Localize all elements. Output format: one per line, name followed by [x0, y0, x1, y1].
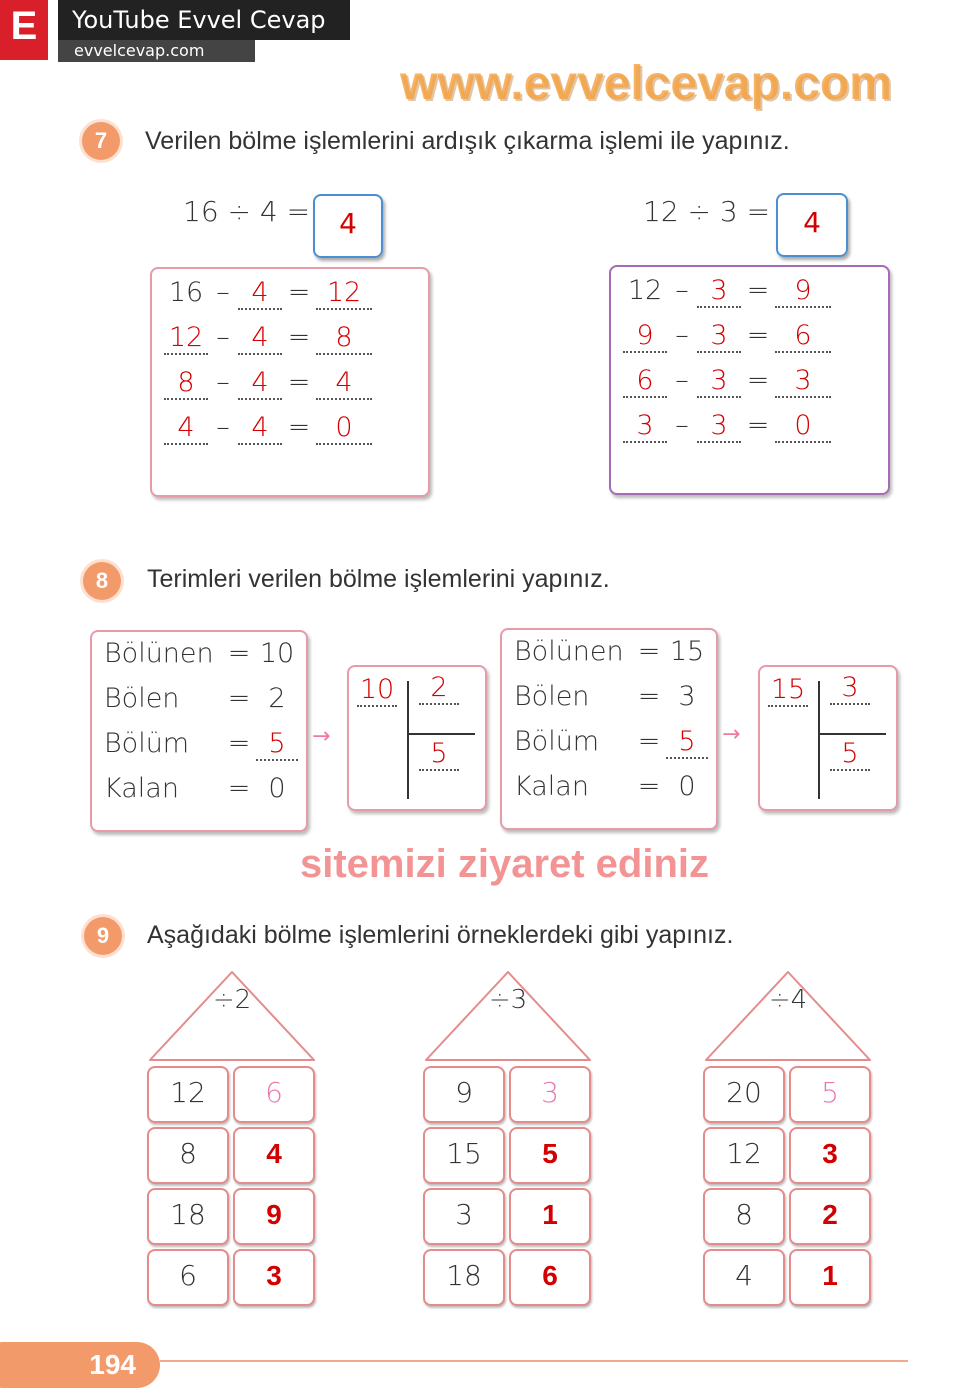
term-label: Kalan	[514, 771, 589, 802]
equals-sign: =	[287, 412, 311, 443]
term-value: 5	[666, 727, 708, 759]
equals-sign: =	[746, 320, 770, 351]
equals-sign: =	[227, 773, 251, 804]
difference: 0	[316, 413, 372, 445]
division-operator: ÷2	[212, 985, 252, 1015]
equals-sign: =	[227, 638, 251, 669]
equals-sign: =	[637, 681, 661, 712]
minus-sign: –	[216, 322, 230, 353]
minuend: 8	[164, 368, 208, 400]
quotient-value: 5	[830, 739, 870, 771]
term-row-remainder	[514, 771, 708, 802]
question-number-8: 8	[83, 562, 121, 600]
divisor-value: 2	[419, 673, 459, 705]
house-cell-result: 3	[509, 1066, 591, 1123]
difference: 3	[775, 366, 831, 398]
minus-sign: –	[675, 365, 689, 396]
house-cell-number: 9	[423, 1066, 505, 1123]
house-cell-result: 1	[789, 1249, 871, 1306]
term-label: Bölünen	[104, 638, 214, 669]
term-row-remainder	[104, 773, 298, 804]
equals-sign: =	[637, 726, 661, 757]
subtraction-row	[164, 412, 372, 445]
difference: 12	[316, 278, 372, 310]
equals-sign: =	[746, 275, 770, 306]
house-cell-result: 5	[789, 1066, 871, 1123]
difference: 8	[316, 323, 372, 355]
page-number: 194	[0, 1342, 160, 1388]
house-cell-number: 3	[423, 1188, 505, 1245]
subtraction-row	[623, 275, 831, 308]
divisor-value: 3	[830, 673, 870, 705]
subtrahend: 3	[697, 411, 741, 443]
term-label: Bölen	[104, 683, 180, 714]
house-cell-result: 9	[233, 1188, 315, 1245]
logo-site: evvelcevap.com	[58, 40, 255, 62]
minus-sign: –	[675, 410, 689, 441]
logo-e-icon: E	[0, 0, 48, 60]
minuend: 12	[164, 323, 208, 355]
house-cell-result: 3	[789, 1127, 871, 1184]
house-cell-number: 12	[703, 1127, 785, 1184]
equals-sign: =	[227, 728, 251, 759]
q7-left-subtraction-card	[150, 267, 430, 497]
house-cell-number: 6	[147, 1249, 229, 1306]
term-row-dividend	[104, 638, 298, 669]
term-value: 15	[669, 636, 705, 667]
house-cell-result: 2	[789, 1188, 871, 1245]
equals-sign: =	[746, 365, 770, 396]
equals-sign: =	[287, 367, 311, 398]
equals-sign: =	[227, 683, 251, 714]
house-cell-result: 6	[509, 1249, 591, 1306]
subtrahend: 4	[238, 368, 282, 400]
subtraction-row	[623, 410, 831, 443]
watermark-main: www.evvelcevap.com	[400, 57, 892, 110]
long-division-box	[758, 665, 898, 811]
subtraction-row	[623, 320, 831, 353]
minuend: 9	[623, 321, 667, 353]
term-row-quotient	[104, 728, 298, 761]
terms-card	[500, 628, 718, 830]
house-cell-number: 8	[147, 1127, 229, 1184]
dividend-value: 15	[768, 675, 808, 707]
term-value: 10	[259, 638, 295, 669]
division-vertical-line	[818, 681, 820, 799]
house-cell-result: 1	[509, 1188, 591, 1245]
quotient-value: 5	[419, 739, 459, 771]
term-label: Bölünen	[514, 636, 624, 667]
difference: 9	[775, 276, 831, 308]
minuend: 3	[623, 411, 667, 443]
equals-sign: =	[637, 636, 661, 667]
minuend: 12	[627, 275, 663, 306]
subtrahend: 3	[697, 276, 741, 308]
subtraction-row	[164, 322, 372, 355]
difference: 0	[775, 411, 831, 443]
house-cell-number: 4	[703, 1249, 785, 1306]
minuend: 4	[164, 413, 208, 445]
difference: 6	[775, 321, 831, 353]
minus-sign: –	[675, 275, 689, 306]
subtraction-row	[623, 365, 831, 398]
equals-sign: =	[637, 771, 661, 802]
division-vertical-line	[407, 681, 409, 799]
q7-left-equation: 16 ÷ 4 =	[183, 195, 311, 228]
logo-title: YouTube Evvel Cevap	[58, 0, 350, 40]
q7-right-subtraction-card	[609, 265, 890, 495]
term-row-divisor	[514, 681, 708, 712]
subtrahend: 4	[238, 278, 282, 310]
minus-sign: –	[216, 277, 230, 308]
term-row-dividend	[514, 636, 708, 667]
subtraction-row	[164, 367, 372, 400]
question-9-text: Aşağıdaki bölme işlemlerini örneklerdeki gibi yapınız.	[147, 921, 734, 949]
house-cell-number: 12	[147, 1066, 229, 1123]
question-number-7: 7	[82, 122, 120, 160]
question-8-text: Terimleri verilen bölme işlemlerini yapınız.	[147, 565, 610, 593]
division-horizontal-line	[818, 733, 886, 735]
minus-sign: –	[216, 367, 230, 398]
house-cell-result: 3	[233, 1249, 315, 1306]
division-operator: ÷3	[488, 985, 528, 1015]
term-value: 0	[678, 771, 696, 802]
subtraction-row	[164, 277, 372, 310]
term-value: 0	[268, 773, 286, 804]
dividend-value: 10	[357, 675, 397, 707]
division-horizontal-line	[407, 733, 475, 735]
question-number-9: 9	[84, 917, 122, 955]
term-value: 3	[678, 681, 696, 712]
minus-sign: –	[675, 320, 689, 351]
house-roof	[148, 968, 318, 1064]
house-cell-result: 6	[233, 1066, 315, 1123]
term-label: Bölüm	[104, 728, 190, 759]
term-value: 2	[268, 683, 286, 714]
house-cell-number: 15	[423, 1127, 505, 1184]
house-cell-number: 20	[703, 1066, 785, 1123]
house-cell-result: 4	[233, 1127, 315, 1184]
subtrahend: 3	[697, 321, 741, 353]
term-label: Bölen	[514, 681, 590, 712]
terms-card	[90, 630, 308, 832]
subtrahend: 3	[697, 366, 741, 398]
house-roof	[424, 968, 594, 1064]
question-7-text: Verilen bölme işlemlerini ardışık çıkarma işlemi ile yapınız.	[145, 127, 790, 155]
term-row-quotient	[514, 726, 708, 759]
term-label: Kalan	[104, 773, 179, 804]
minus-sign: –	[216, 412, 230, 443]
arrow-right-icon: →	[722, 722, 741, 747]
equals-sign: =	[746, 410, 770, 441]
minuend: 16	[168, 277, 204, 308]
equals-sign: =	[287, 322, 311, 353]
subtrahend: 4	[238, 323, 282, 355]
term-label: Bölüm	[514, 726, 600, 757]
long-division-box	[347, 665, 487, 811]
difference: 4	[316, 368, 372, 400]
term-value: 5	[256, 729, 298, 761]
watermark-secondary: sitemizi ziyaret ediniz	[300, 842, 710, 886]
q7-right-answer-box: 4	[776, 193, 848, 257]
q7-right-equation: 12 ÷ 3 =	[643, 195, 771, 228]
subtrahend: 4	[238, 413, 282, 445]
division-operator: ÷4	[768, 985, 808, 1015]
equals-sign: =	[287, 277, 311, 308]
footer-divider	[160, 1360, 908, 1362]
house-roof	[704, 968, 874, 1064]
q7-left-answer-box: 4	[313, 194, 383, 258]
minuend: 6	[623, 366, 667, 398]
term-row-divisor	[104, 683, 298, 714]
house-cell-number: 18	[147, 1188, 229, 1245]
house-cell-result: 5	[509, 1127, 591, 1184]
house-cell-number: 8	[703, 1188, 785, 1245]
arrow-right-icon: →	[312, 724, 331, 749]
house-cell-number: 18	[423, 1249, 505, 1306]
